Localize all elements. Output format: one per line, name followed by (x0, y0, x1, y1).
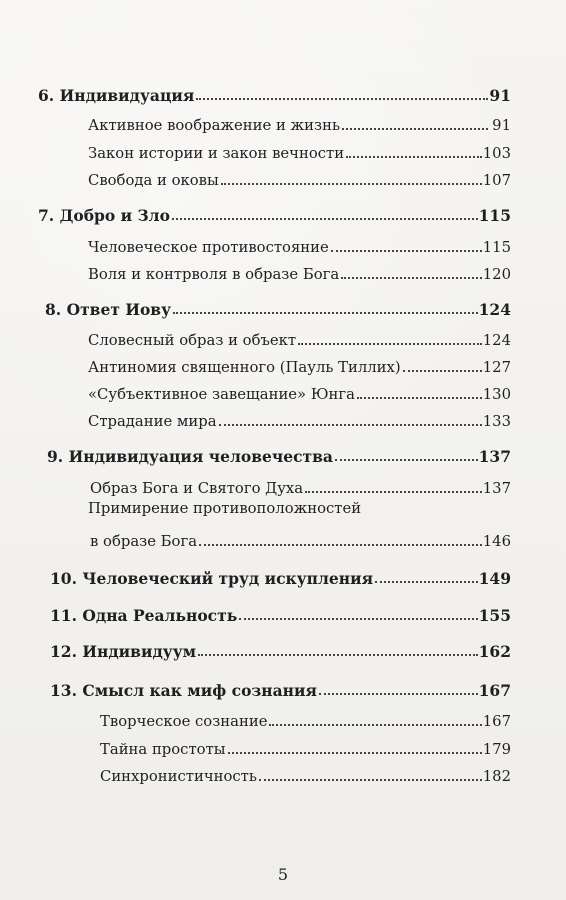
toc-leader-dots (357, 397, 482, 399)
toc-entry-chapter-13 (50, 677, 511, 699)
toc-page-number: 120 (482, 266, 511, 284)
toc-entry-section (100, 736, 511, 758)
toc-entry-section (88, 261, 511, 283)
toc-leader-dots (305, 491, 482, 493)
toc-leader-dots (298, 343, 482, 345)
toc-page-number: 91 (492, 117, 511, 135)
toc-page-number: 107 (482, 172, 511, 190)
toc-leader-dots (199, 544, 482, 546)
toc-leader-dots (342, 128, 488, 130)
toc-entry-section (88, 327, 511, 349)
toc-page-number: 149 (478, 568, 511, 588)
toc-page-number: 127 (482, 359, 511, 377)
toc-leader-dots (221, 183, 482, 185)
toc-entry-section (90, 475, 511, 497)
toc-entry-section (100, 708, 511, 730)
toc-title: Страдание мира (88, 413, 217, 431)
toc-page-number: 91 (489, 85, 511, 105)
toc-title: Закон истории и закон вечности (88, 145, 345, 163)
toc-title: 7. Добро и Зло (38, 205, 170, 225)
toc-title: 12. Индивидуум (50, 641, 197, 661)
toc-leader-dots (239, 618, 477, 620)
toc-page-number: 167 (478, 680, 511, 700)
toc-title: 11. Одна Реальность (50, 605, 238, 625)
toc-title: 10. Человеческий труд искупления (50, 568, 374, 588)
toc-title-line-2: в образе Бога (90, 533, 198, 551)
toc-page-number: 162 (478, 641, 511, 661)
toc-page-number: 124 (482, 332, 511, 350)
toc-leader-dots (198, 654, 478, 656)
toc-page-number: 137 (478, 446, 511, 466)
toc-page-number: 115 (478, 205, 511, 225)
toc-entry-chapter-11 (50, 602, 511, 624)
page-number: 5 (277, 865, 289, 884)
toc-leader-dots (319, 693, 478, 695)
toc-title: 13. Смысл как миф сознания (50, 680, 317, 700)
toc-leader-dots (172, 218, 478, 220)
toc-title: Воля и контрволя в образе Бога (88, 266, 340, 284)
toc-page-number: 103 (482, 145, 511, 163)
toc-entry-section (88, 112, 511, 134)
toc-page-number: 130 (482, 386, 511, 404)
toc-leader-dots (341, 277, 482, 279)
toc-page-number: 155 (478, 605, 511, 625)
toc-title-line-1: Примирение противоположностей (88, 500, 362, 517)
toc-title: 9. Индивидуация человечества (47, 446, 333, 466)
toc-leader-dots (346, 156, 482, 158)
toc-entry-section (88, 167, 511, 189)
toc-entry-section (88, 140, 511, 162)
toc-title: Тайна простоты (100, 741, 226, 759)
toc-page-number: 137 (482, 480, 511, 498)
toc-page-number: 115 (482, 239, 511, 257)
toc-title: Творческое сознание (100, 713, 268, 731)
toc-title: «Субъективное завещание» Юнга (88, 386, 355, 404)
toc-leader-dots (259, 779, 482, 781)
toc-title: Образ Бога и Святого Духа (90, 480, 304, 498)
toc-entry-chapter-10 (50, 565, 511, 587)
toc-page-number: 167 (482, 713, 511, 731)
toc-title: 6. Индивидуация (38, 85, 195, 105)
toc-leader-dots (228, 752, 482, 754)
toc-page-number: 146 (482, 533, 511, 551)
toc-entry-chapter-12 (50, 638, 511, 660)
toc-page-number: 179 (482, 741, 511, 759)
toc-title: Антиномия священного (Пауль Тиллих) (88, 359, 401, 377)
toc-title: 8. Ответ Иову (45, 299, 171, 319)
toc-leader-dots (173, 312, 478, 314)
toc-page-number: 124 (478, 299, 511, 319)
toc-entry-section (88, 354, 511, 376)
toc-entry-chapter-8 (45, 296, 511, 318)
toc-title: Активное воображение и жизнь (88, 117, 340, 135)
toc-leader-dots (331, 250, 482, 252)
toc-leader-dots (269, 724, 481, 726)
toc-entry-section (100, 763, 511, 785)
toc-leader-dots (196, 98, 488, 100)
toc-entry-section (88, 234, 511, 256)
toc-leader-dots (403, 370, 482, 372)
toc-entry-section (88, 408, 511, 430)
toc-entry-section-multiline (90, 528, 511, 550)
toc-entry-section (88, 381, 511, 403)
toc-title: Синхронистичность (100, 768, 257, 786)
toc-title: Словесный образ и объект (88, 332, 297, 350)
toc-leader-dots (219, 424, 482, 426)
toc-title: Свобода и оковы (88, 172, 219, 190)
toc-leader-dots (375, 581, 478, 583)
toc-leader-dots (335, 459, 478, 461)
toc-title: Человеческое противостояние (88, 239, 329, 257)
toc-page-number: 182 (482, 768, 511, 786)
toc-entry-chapter-6 (38, 82, 511, 104)
toc-entry-chapter-7 (38, 202, 511, 224)
toc-entry-chapter-9 (47, 443, 511, 465)
toc-page-number: 133 (482, 413, 511, 431)
